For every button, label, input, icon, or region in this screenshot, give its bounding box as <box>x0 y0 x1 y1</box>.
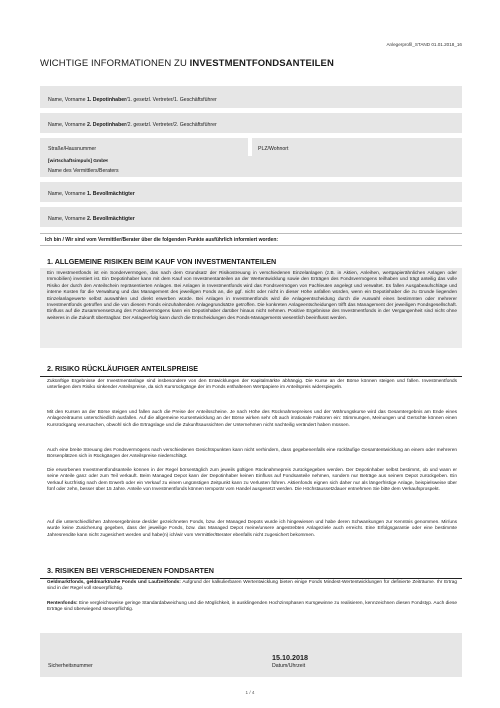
date-value: 15.10.2018 <box>272 653 308 662</box>
page-number: 1 / 4 <box>245 690 255 695</box>
security-number-label: Sicherheitsnummer <box>48 663 93 669</box>
field-label: PLZ/Wohnort <box>258 146 289 152</box>
field-depot-holder-1[interactable] <box>40 86 462 108</box>
document-reference: Anlegerprofil_STAND 01.01.2018_16 <box>386 42 462 47</box>
date-label: Datum/Uhrzeit <box>272 663 306 669</box>
signature-area <box>40 633 462 677</box>
field-authorized-2[interactable] <box>40 207 462 227</box>
section-2-heading: 2. RISIKO RÜCKLÄUFIGER ANTEILSPREISE <box>40 364 462 377</box>
field-authorized-1[interactable] <box>40 182 462 202</box>
field-label: Name, Vorname 2. Depotinhaber/2. gesetzl. Vertreter/2. Geschäftsführer <box>48 122 217 128</box>
field-street[interactable] <box>40 138 248 157</box>
field-label: Name, Vorname 1. Bevollmächtigter <box>48 191 135 197</box>
field-label: Name des Vermittlers/Beraters <box>48 168 119 174</box>
section-2-text-1: Zukünftige Ergebnisse der Investmentanlage sind insbesondere von den Entwicklungen der Kapitalmärkte abhängig. Die Kurse an der Börse können steigen und fallen. Investmentfonds unterliegen dem Risiko sinkender Anteilspreise, da sich Kursrückgänge der im Fonds enthaltenen Wertpapiere im Anteilspreis widerspiegeln. <box>47 379 457 391</box>
section-3-heading: 3. RISIKEN BEI VERSCHIEDENEN FONDSARTEN <box>40 566 462 579</box>
field-label: Straße/Hausnummer <box>48 146 97 152</box>
page-title: WICHTIGE INFORMATIONEN ZU INVESTMENTFONDSANTEILEN <box>40 58 334 69</box>
field-city[interactable] <box>252 138 462 157</box>
section-1-heading: 1. ALLGEMEINE RISIKEN BEIM KAUF VON INVESTMENTANTEILEN <box>40 257 462 270</box>
section-2-text-2: Mit den Kursen an der Börse steigen und fallen auch die Preise der Anteilsscheine. Je nach Höhe des Rücknahmepreises und der Währungskurse wird das Gesamtergebnis am Ende eines Anlagezeitraums unterschiedlich ausfallen. Auf die allgemeine Kursentwicklung an der Börse wirken sehr oft auch irrationale Faktoren ein: Stimmungen, Meinungen und Gerüchte können einen Kursrückgang verursachen, obwohl sich die Ertragslage und die Zukunftsaussichten der Unternehmen nicht nachteilig verändert haben müssen. <box>47 410 457 428</box>
field-depot-holder-2[interactable] <box>40 113 462 133</box>
section-2-text-5: Auf die unterschiedlichen Jahresergebnisse des/der gezeichneten Fonds, bzw. der Managed Depots wurde ich hingewiesen und habe deren Schwankungen zur Kenntnis genommen. Mir/uns wurde keine Zusicherung gegeben, dass der jeweilige Fonds, bzw. das Managed Depot meine/unsere angestrebten Anlageziele auch erreicht. Eine Erfolgsgarantie oder eine bestimmte Jahresrendite kann nicht zugesichert werden und habe(n) ich/wir vom Vermittler/Berater ebenfalls nicht zugesichert bekommen. <box>47 520 457 538</box>
section-3-text-2: Rentenfonds: Eine vergleichsweise geringe Standardabweichung und die Möglichkeit, in ausklingenden Hochzinsphasen Kursgewinne zu realisieren, kennzeichnen diesen Fondstyp. Auch diese Erträge sind überwiegend steuerpflichtig. <box>47 601 457 613</box>
field-label: Name, Vorname 1. Depotinhaber/1. gesetzl. Vertreter/1. Geschäftsführer <box>48 97 217 103</box>
section-2-text-4: Die erworbenen Investmentfondsanteile können in der Regel börsentäglich zum jeweils gültigen Rücknahmepreis zurückgegeben werden. Der Depotinhaber selbst bestimmt, ob und wann er seine Anteile ganz oder zum Teil verkauft. Beim Managed Depot kann der Depotinhaber keinen Einfluss auf Fondsanteile nehmen, sondern nur Beträge aus seinem Depot zurückgeben. Ein Verkauf kurzfristig nach dem Erwerb oder ein Verkauf zu einem ungünstigen Zeitpunkt kann zu Verlusten führen. Aktienfonds eignen sich daher nur als längerfristige Anlage, beispielsweise über fünf oder zehn, besser über 15 Jahre. Anteile von Investmentfonds können temporär vom Handel ausgesetzt werden. Die Höchstaussetzdauer entnehmen Sie bitte dem Verkaufsprospekt. <box>47 468 457 493</box>
section-2-text-3: Auch eine breite Streuung des Fondsvermögens nach verschiedenen Gesichtspunkten kann nicht verhindern, dass gegebenenfalls eine rückläufige Gesamtentwicklung an einem oder mehreren Börsenplätzen sich in Rückgängen der Anteilspreise niederschlägt. <box>47 448 457 460</box>
section-1-text: Ein Investmentfonds ist ein Sondervermögen, das nach dem Grundsatz der Risikostreuung in verschiedenen Einzelanlagen (z.B. in Aktien, Anleihen, wertpapierähnlichen Anlagen oder Immobilien) investiert ist. Ein Depotinhaber kann mit dem Kauf von Investmentanteilen an der Wertentwicklung sowie den Erträgen des Fondsvermögens teilhaben und trägt anteilig das volle Risiko der durch den Anteilschein repräsentierten Anlagen. Bei Anlagen in Investmentfonds wird das Fondsvermögen von Fachleuten angelegt und verwaltet. Es fallen Ausgabeaufschläge und interne Kosten für die Verwaltung und das Management des jeweiligen Fonds an, die ggf. nicht oder nicht in dieser Höhe anfallen würden, wenn ein Depotinhaber die zu Grunde liegenden Einzelanlagewerte selbst auswählen und direkt erwerben würde. Bei Anlagen in Investmentfonds wird die Anlageentscheidung durch die Auswahl eines bestimmten oder mehrerer Investmentfonds getroffen und die von diesem Fonds einzuhaltenden Anlagegrundsätze getroffen. Die konkreten Anlageentscheidungen trifft das Management der jeweiligen Fondsgesellschaft. Einfluss auf die Zusammensetzung des Fondsvermögens kann ein Depotinhaber darüber hinaus nicht nehmen. Positive Ergebnisse des Investmentfonds in der Vergangenheit sind nicht ohne weiteres in die Zukunft übertragbar. Der Anlageerfolg kann durch die Entscheidungen des Fonds-Managements wesentlich beeinflusst werden. <box>47 271 457 321</box>
section-3-text-1: Geldmarktfonds, geldmarktnahe Fonds und Laufzeitfonds: Aufgrund der kalkulierbaren Wertentwicklung bieten einige Fonds Mindest-Wertentwicklungen für definierte Zeiträume. Ihr Ertrag sind in der Regel voll steuerpflichtig. <box>47 580 458 592</box>
intro-statement: Ich bin / Wir sind vom Vermittler/Berater über die folgenden Punkte ausführlich informiert worden: <box>40 233 462 246</box>
field-label: Name, Vorname 2. Bevollmächtigter <box>48 216 135 222</box>
field-agent[interactable] <box>40 156 462 177</box>
agent-prefill: [wirtschaftsimpuls] GmbH <box>48 159 108 164</box>
